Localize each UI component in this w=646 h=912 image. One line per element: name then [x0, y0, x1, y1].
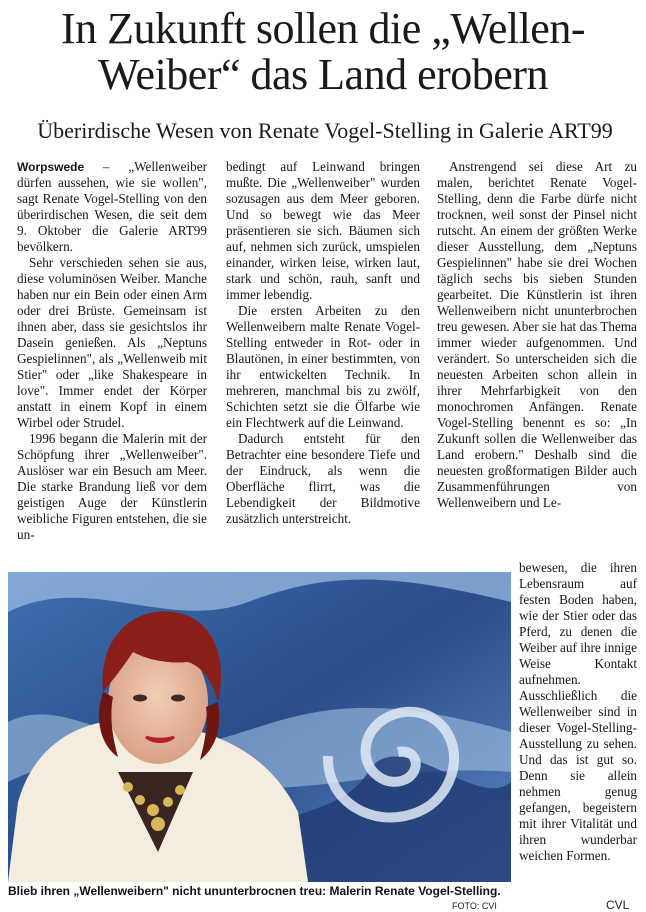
paragraph: bewesen, die ihren Lebensraum auf festen Boden haben, wie der Stier oder das Pferd, zu denen die Weiber auf ihre innige Weise Kontakt aufnehmen. Ausschließlich die Wellenweiber sind in dieser Vogel-Stelling-Ausstellung zu sehen. Und das ist gut so. Denn sie allein nehmen genug gefangen, begeistern mit ihrer Vitalität und ihren wunderbar weichen Formen.: [519, 560, 637, 863]
paragraph: bedingt auf Leinwand bringen mußte. Die „Wellenweiber" wurden sozusagen aus dem Meer geboren. Und so bewegt wie das Meer präsentieren sie sich. Bäumen sich auf, nehmen sich zurück, umspielen einander, wirken leise, wirken laut, stark und schön, rauh, sanft und immer lebendig.: [226, 159, 420, 302]
eye-right: [171, 695, 185, 702]
article-column-3: [437, 159, 637, 511]
dateline: Worpswede: [17, 160, 85, 174]
eye-left: [133, 695, 147, 702]
headline-line-1: In Zukunft sollen die „Wellen-: [61, 4, 585, 53]
paragraph: Anstrengend sei diese Art zu malen, berichtet Renate Vogel-Stelling, denn die Farbe dürfe nicht trocknen, weil sonst der Pinsel nicht rutscht. An einem der größten Werke dieser Ausstellung, dem „Neptuns Gespielinnen" habe sie drei Wochen täglich sechs bis sieben Stunden gearbeitet. Die Künstlerin ist ihren Wellenweibern nicht ununterbrochen treu gewesen. Aber sie hat das Thema immer wieder aufgenommen. Und verändert. So unterscheiden sich die neuesten Arbeiten schon allein in ihrer Mehrfarbigkeit von den monochromen Anfängen. Renate Vogel-Stelling benennt es so: „In Zukunft sollen die Wellenweiber das Land erobern." Deshalb sind die neuesten großformatigen Bilder auch Zusammenführungen von Wellenweibern und Le-: [437, 159, 637, 510]
paragraph-text: – „Wellenweiber dürfen aussehen, wie sie wollen", sagt Renate Vogel-Stelling von den überirdischen Wesen, die seit dem 9. Oktober die Galerie ART99 bevölkern.: [17, 159, 207, 254]
headline-line-2: Weiber“ das Land erobern: [98, 50, 548, 99]
subheadline: Überirdische Wesen von Renate Vogel-Stelling in Galerie ART99: [37, 118, 613, 143]
article-column-1: [17, 159, 207, 543]
headline: [10, 6, 636, 98]
photo-caption: Blieb ihren „Wellenweibern" nicht ununterbrocnen treu: Malerin Renate Vogel-Stelling.: [8, 884, 501, 898]
paragraph: 1996 begann die Malerin mit der Schöpfung ihrer „Wellenweiber". Auslöser war ein Besuch am Meer. Die starke Brandung ließ vor dem geistigen Auge der Künstlerin weibliche Figuren entstehen, die sie un-: [17, 431, 207, 542]
paragraph: Dadurch entsteht für den Betrachter eine besondere Tiefe und der Eindruck, als wenn die Oberfläche flirrt, was die Lebendigkeit der Bildmotive zusätzlich unterstreicht.: [226, 431, 420, 526]
paragraph: Die ersten Arbeiten zu den Wellenweibern malte Renate Vogel-Stelling entweder in Rot- oder in Blautönen, in einer bestimmten, von ihr entwickelten Technik. In mehreren, manchmal bis zu zwölf, Schichten setzt sie die Ölfarbe wie ein Flechtwerk auf die Leinwand.: [226, 303, 420, 430]
paragraph: Sehr verschieden sehen sie aus, diese voluminösen Weiber. Manche haben nur ein Bein oder einen Arm oder drei Brüste. Gemeinsam ist ihnen aber, dass sie gesichtslos ihr Dasein genießen. Als „Neptuns Gespielinnen", als „Wellenweib mit Stier" oder „like Shakespeare in love". Immer endet der Körper anstatt in einem Kopf in einem Wirbel oder Strudel.: [17, 255, 207, 430]
portrait-photo: [8, 572, 511, 882]
photo-illustration: [8, 572, 511, 882]
photo-credit: FOTO: CVI: [452, 901, 497, 911]
paragraph: [17, 159, 207, 255]
article-column-3-continued: [519, 560, 637, 864]
author-signoff: CVL: [606, 898, 630, 912]
article-column-2: [226, 159, 420, 527]
